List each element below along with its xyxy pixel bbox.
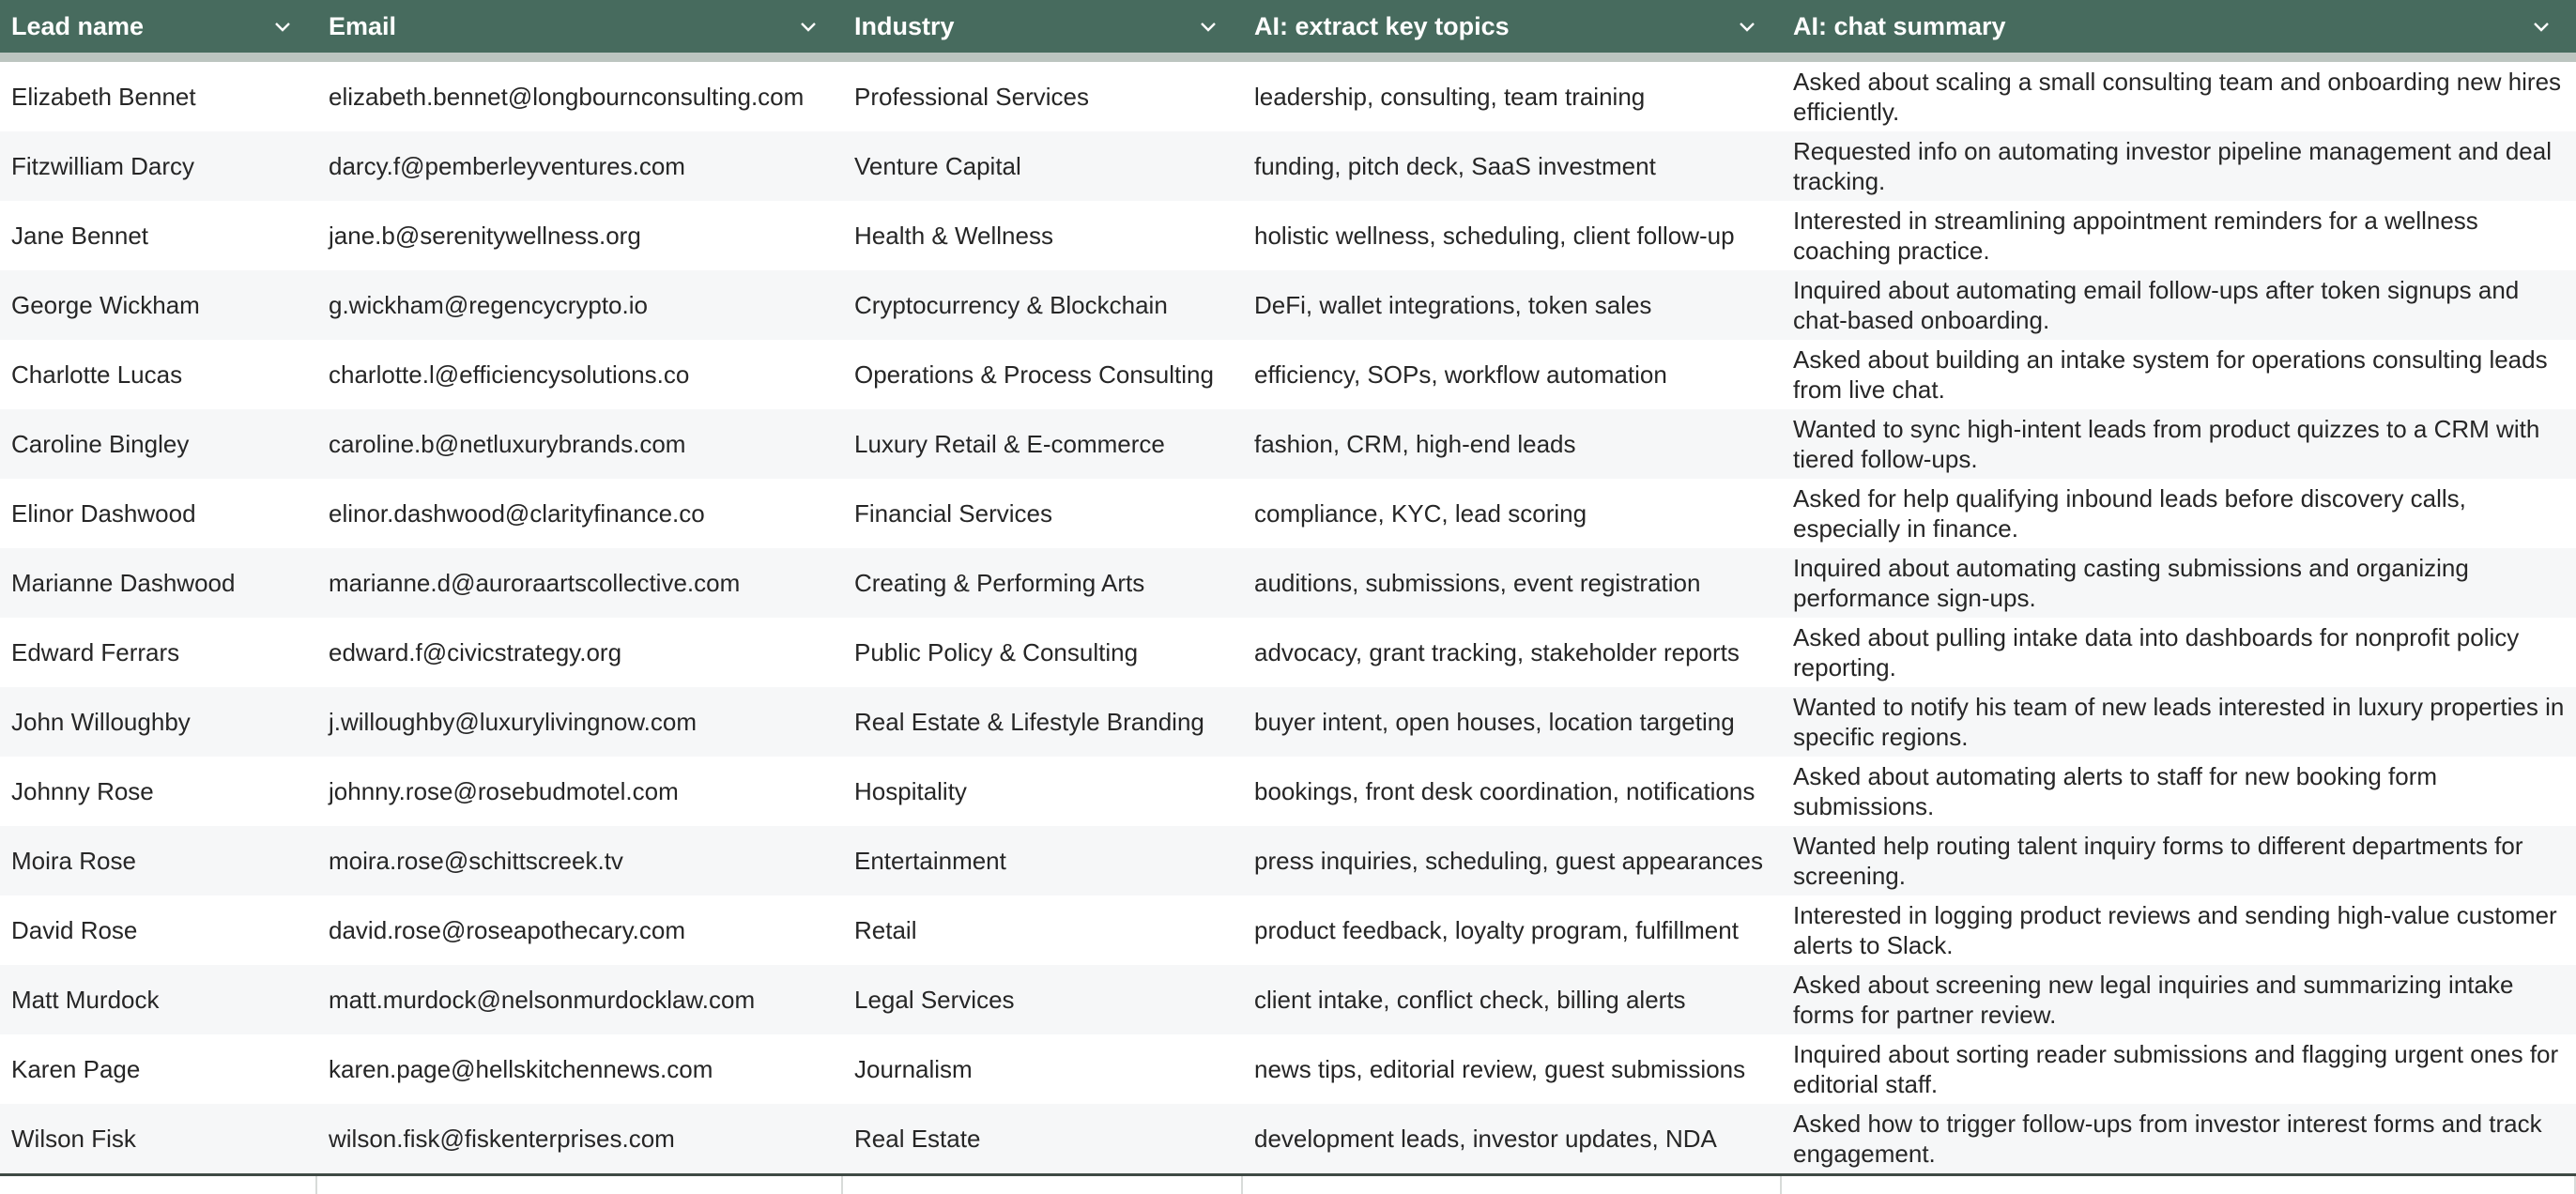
lead-name-cell[interactable]: Marianne Dashwood bbox=[11, 569, 236, 597]
industry-cell[interactable]: Creating & Performing Arts bbox=[854, 569, 1145, 597]
chat-summary-cell[interactable]: Wanted to sync high-intent leads from product quizzes to a CRM with tiered follow-ups. bbox=[1793, 415, 2540, 473]
email-cell[interactable]: matt.murdock@nelsonmurdocklaw.com bbox=[329, 986, 756, 1014]
column-header-email[interactable] bbox=[317, 0, 843, 53]
industry-cell[interactable]: Venture Capital bbox=[854, 152, 1021, 180]
email-cell[interactable]: johnny.rose@rosebudmotel.com bbox=[329, 777, 679, 805]
table-body bbox=[0, 62, 2576, 1173]
chat-summary-cell[interactable]: Interested in streamlining appointment reminders for a wellness coaching practice. bbox=[1793, 207, 2478, 265]
empty-cell[interactable] bbox=[843, 1176, 1243, 1194]
email-cell[interactable]: darcy.f@pemberleyventures.com bbox=[329, 152, 685, 180]
header-row bbox=[0, 0, 2576, 53]
column-header-label: Industry bbox=[854, 11, 955, 40]
industry-cell[interactable]: Real Estate & Lifestyle Branding bbox=[854, 708, 1204, 736]
key-topics-cell[interactable]: DeFi, wallet integrations, token sales bbox=[1254, 291, 1652, 319]
chat-summary-cell[interactable]: Asked for help qualifying inbound leads before discovery calls, especially in finance. bbox=[1793, 484, 2466, 543]
key-topics-cell[interactable]: development leads, investor updates, NDA bbox=[1254, 1125, 1717, 1153]
email-cell[interactable]: david.rose@roseapothecary.com bbox=[329, 916, 685, 944]
industry-cell[interactable]: Entertainment bbox=[854, 847, 1006, 875]
lead-name-cell[interactable]: Edward Ferrars bbox=[11, 638, 180, 666]
chat-summary-cell[interactable]: Requested info on automating investor pipeline management and deal tracking. bbox=[1793, 137, 2552, 195]
key-topics-cell[interactable]: advocacy, grant tracking, stakeholder reports bbox=[1254, 638, 1740, 666]
column-header-label: AI: chat summary bbox=[1793, 11, 2006, 40]
column-header-label: Lead name bbox=[11, 11, 145, 40]
email-cell[interactable]: karen.page@hellskitchennews.com bbox=[329, 1055, 713, 1083]
lead-name-cell[interactable]: Jane Bennet bbox=[11, 222, 149, 250]
key-topics-cell[interactable]: bookings, front desk coordination, notifications bbox=[1254, 777, 1756, 805]
lead-name-cell[interactable]: Moira Rose bbox=[11, 847, 136, 875]
empty-row bbox=[0, 1176, 2576, 1194]
chat-summary-cell[interactable]: Asked how to trigger follow-ups from investor interest forms and track engagement. bbox=[1793, 1110, 2542, 1168]
email-cell[interactable]: j.willoughby@luxurylivingnow.com bbox=[329, 708, 698, 736]
industry-cell[interactable]: Cryptocurrency & Blockchain bbox=[854, 291, 1168, 319]
table-row bbox=[0, 618, 2576, 687]
lead-name-cell[interactable]: Johnny Rose bbox=[11, 777, 154, 805]
column-header-label: Email bbox=[329, 11, 397, 40]
email-cell[interactable]: caroline.b@netluxurybrands.com bbox=[329, 430, 686, 458]
table-row bbox=[0, 548, 2576, 618]
lead-name-cell[interactable]: Elizabeth Bennet bbox=[11, 83, 196, 111]
lead-name-cell[interactable]: Charlotte Lucas bbox=[11, 360, 183, 389]
industry-cell[interactable]: Operations & Process Consulting bbox=[854, 360, 1214, 389]
lead-name-cell[interactable]: Elinor Dashwood bbox=[11, 499, 196, 528]
table-row bbox=[0, 965, 2576, 1034]
lead-name-cell[interactable]: John Willoughby bbox=[11, 708, 191, 736]
chat-summary-cell[interactable]: Asked about screening new legal inquiries and summarizing intake forms for partner review. bbox=[1793, 971, 2514, 1029]
email-cell[interactable]: edward.f@civicstrategy.org bbox=[329, 638, 622, 666]
table-row bbox=[0, 687, 2576, 757]
chat-summary-cell[interactable]: Interested in logging product reviews and sending high-value customer alerts to Slack. bbox=[1793, 901, 2557, 959]
table-row bbox=[0, 896, 2576, 965]
table-row bbox=[0, 270, 2576, 340]
lead-name-cell[interactable]: George Wickham bbox=[11, 291, 200, 319]
chat-summary-cell[interactable]: Asked about building an intake system for operations consulting leads from live chat. bbox=[1793, 345, 2548, 404]
table-row bbox=[0, 340, 2576, 409]
industry-cell[interactable]: Financial Services bbox=[854, 499, 1052, 528]
column-header-label: AI: extract key topics bbox=[1254, 11, 1510, 40]
column-header-industry[interactable] bbox=[843, 0, 1243, 53]
lead-name-cell[interactable]: Wilson Fisk bbox=[11, 1125, 136, 1153]
key-topics-cell[interactable]: press inquiries, scheduling, guest appearances bbox=[1254, 847, 1764, 875]
chat-summary-cell[interactable]: Inquired about automating email follow-ups after token signups and chat-based onboarding. bbox=[1793, 276, 2520, 334]
key-topics-cell[interactable]: leadership, consulting, team training bbox=[1254, 83, 1646, 111]
industry-cell[interactable]: Luxury Retail & E-commerce bbox=[854, 430, 1165, 458]
chevron-down-icon[interactable] bbox=[2531, 16, 2552, 37]
lead-name-cell[interactable]: David Rose bbox=[11, 916, 138, 944]
table-row bbox=[0, 201, 2576, 270]
industry-cell[interactable]: Retail bbox=[854, 916, 917, 944]
industry-cell[interactable]: Professional Services bbox=[854, 83, 1089, 111]
empty-cell[interactable] bbox=[1782, 1176, 2576, 1194]
industry-cell[interactable]: Hospitality bbox=[854, 777, 967, 805]
key-topics-cell[interactable]: auditions, submissions, event registration bbox=[1254, 569, 1701, 597]
table-row bbox=[0, 757, 2576, 826]
chat-summary-cell[interactable]: Wanted help routing talent inquiry forms to different departments for screening. bbox=[1793, 832, 2523, 890]
key-topics-cell[interactable]: client intake, conflict check, billing alerts bbox=[1254, 986, 1686, 1014]
chat-summary-cell[interactable]: Wanted to notify his team of new leads interested in luxury properties in specific regions. bbox=[1793, 693, 2565, 751]
email-cell[interactable]: elizabeth.bennet@longbournconsulting.com bbox=[329, 83, 805, 111]
email-cell[interactable]: elinor.dashwood@clarityfinance.co bbox=[329, 499, 705, 528]
key-topics-cell[interactable]: efficiency, SOPs, workflow automation bbox=[1254, 360, 1667, 389]
chat-summary-cell[interactable]: Inquired about sorting reader submissions and flagging urgent ones for editorial staff. bbox=[1793, 1040, 2559, 1098]
table-row bbox=[0, 1104, 2576, 1173]
email-cell[interactable]: charlotte.l@efficiencysolutions.co bbox=[329, 360, 690, 389]
chevron-down-icon[interactable] bbox=[798, 16, 819, 37]
industry-cell[interactable]: Public Policy & Consulting bbox=[854, 638, 1139, 666]
frozen-row-divider[interactable] bbox=[0, 53, 2576, 62]
email-cell[interactable]: g.wickham@regencycrypto.io bbox=[329, 291, 648, 319]
chevron-down-icon[interactable] bbox=[1198, 16, 1219, 37]
chat-summary-cell[interactable]: Asked about automating alerts to staff for new booking form submissions. bbox=[1793, 762, 2438, 820]
column-header-chat-summary[interactable] bbox=[1782, 0, 2576, 53]
chat-summary-cell[interactable]: Asked about pulling intake data into dashboards for nonprofit policy reporting. bbox=[1793, 623, 2520, 681]
table-row bbox=[0, 409, 2576, 479]
email-cell[interactable]: marianne.d@auroraartscollective.com bbox=[329, 569, 741, 597]
table-row bbox=[0, 62, 2576, 131]
lead-name-cell[interactable]: Matt Murdock bbox=[11, 986, 160, 1014]
key-topics-cell[interactable]: buyer intent, open houses, location targeting bbox=[1254, 708, 1735, 736]
lead-name-cell[interactable]: Karen Page bbox=[11, 1055, 141, 1083]
industry-cell[interactable]: Legal Services bbox=[854, 986, 1015, 1014]
chat-summary-cell[interactable]: Inquired about automating casting submissions and organizing performance sign-ups. bbox=[1793, 554, 2469, 612]
column-header-lead-name[interactable] bbox=[0, 0, 317, 53]
key-topics-cell[interactable]: holistic wellness, scheduling, client follow-up bbox=[1254, 222, 1735, 250]
table-row bbox=[0, 479, 2576, 548]
key-topics-cell[interactable]: news tips, editorial review, guest submissions bbox=[1254, 1055, 1746, 1083]
email-cell[interactable]: moira.rose@schittscreek.tv bbox=[329, 847, 623, 875]
key-topics-cell[interactable]: fashion, CRM, high-end leads bbox=[1254, 430, 1576, 458]
industry-cell[interactable]: Health & Wellness bbox=[854, 222, 1053, 250]
industry-cell[interactable]: Real Estate bbox=[854, 1125, 981, 1153]
empty-cell[interactable] bbox=[1243, 1176, 1782, 1194]
empty-cell[interactable] bbox=[317, 1176, 843, 1194]
industry-cell[interactable]: Journalism bbox=[854, 1055, 973, 1083]
column-header-key-topics[interactable] bbox=[1243, 0, 1782, 53]
lead-name-cell[interactable]: Fitzwilliam Darcy bbox=[11, 152, 194, 180]
key-topics-cell[interactable]: product feedback, loyalty program, fulfillment bbox=[1254, 916, 1739, 944]
table-row bbox=[0, 131, 2576, 201]
empty-cell[interactable] bbox=[0, 1176, 317, 1194]
lead-name-cell[interactable]: Caroline Bingley bbox=[11, 430, 190, 458]
email-cell[interactable]: wilson.fisk@fiskenterprises.com bbox=[329, 1125, 675, 1153]
key-topics-cell[interactable]: compliance, KYC, lead scoring bbox=[1254, 499, 1587, 528]
table-row bbox=[0, 826, 2576, 896]
chevron-down-icon[interactable] bbox=[272, 16, 293, 37]
key-topics-cell[interactable]: funding, pitch deck, SaaS investment bbox=[1254, 152, 1656, 180]
table-row bbox=[0, 1034, 2576, 1104]
chat-summary-cell[interactable]: Asked about scaling a small consulting team and onboarding new hires efficiently. bbox=[1793, 68, 2562, 126]
email-cell[interactable]: jane.b@serenitywellness.org bbox=[329, 222, 641, 250]
chevron-down-icon[interactable] bbox=[1737, 16, 1757, 37]
